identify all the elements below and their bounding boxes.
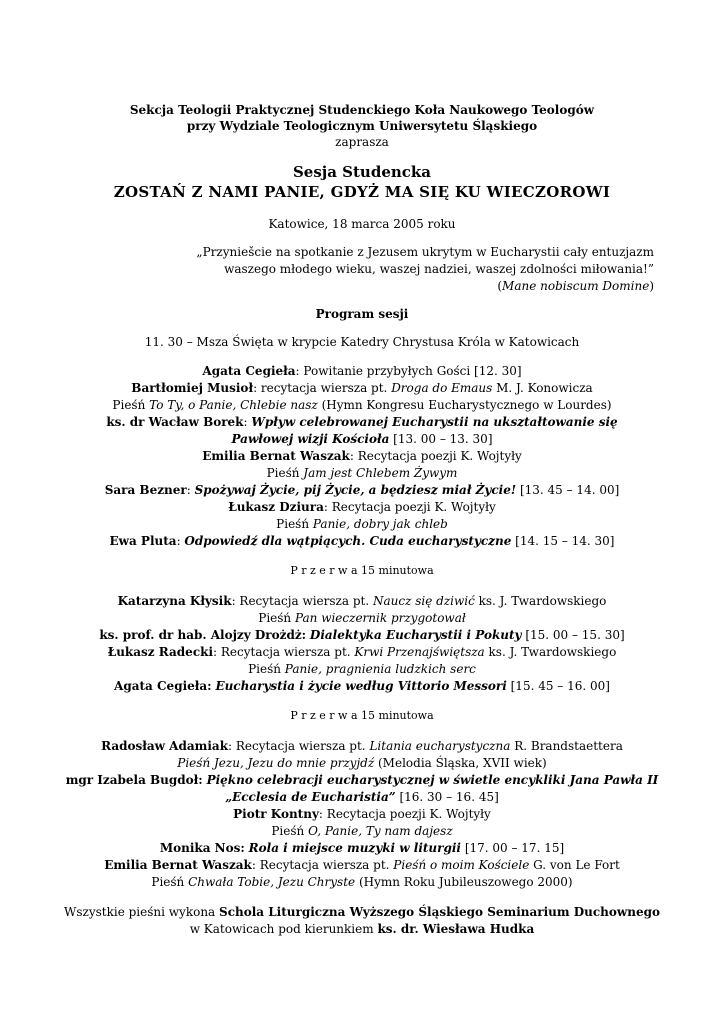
program-item: Pieśń Pan wieczernik przygotował bbox=[258, 611, 466, 625]
program-item: Sara Bezner: Spożywaj Życie, pij Życie, a będziesz miał Życie! [13. 45 – 14. 00] bbox=[104, 483, 620, 497]
program-item: Pieśń Jezu, Jezu do mnie przyjdź (Melodia Śląska, XVII wiek) bbox=[177, 756, 547, 770]
program-item: Pieśń Jam jest Chlebem Żywym bbox=[266, 466, 458, 480]
header-line-1: Sekcja Teologii Praktycznej Studenckiego Koła Naukowego Teologów bbox=[129, 103, 595, 117]
session-title: Sesja Studencka bbox=[292, 163, 432, 181]
break-line: P r z e r w a 15 minutowa bbox=[290, 564, 434, 577]
break-line: P r z e r w a 15 minutowa bbox=[290, 709, 434, 722]
program-item: Łukasz Dziura: Recytacja poezji K. Wojtyły bbox=[228, 500, 496, 514]
quote-line-1: „Przyniešcie na spotkanie z Jezusem ukrytym w Eucharystii cały entuzjazm bbox=[196, 245, 654, 259]
program-item: Agata Cegieła: Eucharystia i życie według Vittorio Messori [15. 45 – 16. 00] bbox=[114, 679, 610, 693]
header-line-2: przy Wydziale Teologicznym Uniwersytetu Śląskiego bbox=[186, 119, 538, 133]
program-item: Piotr Kontny: Recytacja poezji K. Wojtyły bbox=[233, 807, 491, 821]
program-heading: Program sesji bbox=[315, 307, 409, 321]
footer-line-2: w Katowicach pod kierunkiem ks. dr. Wiesława Hudka bbox=[189, 922, 535, 936]
program-item: ks. dr Wacław Borek: Wpływ celebrowanej Eucharystii na ukształtowanie się bbox=[106, 415, 618, 429]
program-item: Agata Cegieła: Powitanie przybyłych Gości [12. 30] bbox=[202, 364, 522, 378]
program-item: Pieśń Chwała Tobie, Jezu Chryste (Hymn Roku Jubileuszowego 2000) bbox=[151, 875, 573, 889]
program-item: Pieśń Panie, pragnienia ludzkich serc bbox=[248, 662, 476, 676]
program-item: Emilia Bernat Waszak: Recytacja poezji K. Wojtyły bbox=[202, 449, 522, 463]
program-item: Pieśń Panie, dobry jak chleb bbox=[276, 517, 448, 531]
program-item: Pieśń O, Panie, Ty nam dajesz bbox=[271, 824, 453, 838]
program-item: Bartłomiej Musioł: recytacja wiersza pt. Droga do Emaus M. J. Konowicza bbox=[131, 381, 593, 395]
quote-line-2: waszego młodego wieku, waszej nadziei, waszej zdolności miłowania!” bbox=[224, 262, 654, 276]
program-item: Monika Nos: Rola i miejsce muzyki w liturgii [17. 00 – 17. 15] bbox=[159, 841, 565, 855]
place-date: Katowice, 18 marca 2005 roku bbox=[268, 217, 456, 231]
program-item: Łukasz Radecki: Recytacja wiersza pt. Krwi Przenajświętsza ks. J. Twardowskiego bbox=[107, 645, 617, 659]
program-item: Emilia Bernat Waszak: Recytacja wiersza pt. Pieśń o moim Kościele G. von Le Fort bbox=[104, 858, 620, 872]
header-line-3: zaprasza bbox=[335, 135, 389, 149]
session-motto: ZOSTAŃ Z NAMI PANIE, GDYŻ MA SIĘ KU WIECZOROWI bbox=[113, 183, 611, 201]
program-item: mgr Izabela Bugdoł: Piękno celebracji eucharystycznej w świetle encykliki Jana Pawła II bbox=[65, 773, 659, 787]
footer-line-1: Wszystkie pieśni wykona Schola Liturgiczna Wyższego Śląskiego Seminarium Duchownego bbox=[64, 905, 660, 919]
program-item: Katarzyna Kłysik: Recytacja wiersza pt. Naucz się dziwić ks. J. Twardowskiego bbox=[117, 594, 607, 608]
program-item: Pawłowej wizji Kościoła [13. 00 – 13. 30] bbox=[231, 432, 493, 446]
mass-line: 11. 30 – Msza Święta w krypcie Katedry Chrystusa Króla w Katowicach bbox=[144, 335, 580, 349]
program-item: Radosław Adamiak: Recytacja wiersza pt. Litania eucharystyczna R. Brandstaettera bbox=[101, 739, 623, 753]
program-item: Ewa Pluta: Odpowiedź dla wątpiących. Cuda eucharystyczne [14. 15 – 14. 30] bbox=[109, 534, 615, 548]
quote-source: (Mane nobiscum Domine) bbox=[497, 279, 654, 293]
program-item: Pieśń To Ty, o Panie, Chlebie nasz (Hymn Kongresu Eucharystycznego w Lourdes) bbox=[112, 398, 612, 412]
program-item: ks. prof. dr hab. Alojzy Drożdż: Dialektyka Eucharystii i Pokuty [15. 00 – 15. 30] bbox=[99, 628, 625, 642]
program-item: „Ecclesia de Eucharistia” [16. 30 – 16. 45] bbox=[225, 790, 499, 804]
